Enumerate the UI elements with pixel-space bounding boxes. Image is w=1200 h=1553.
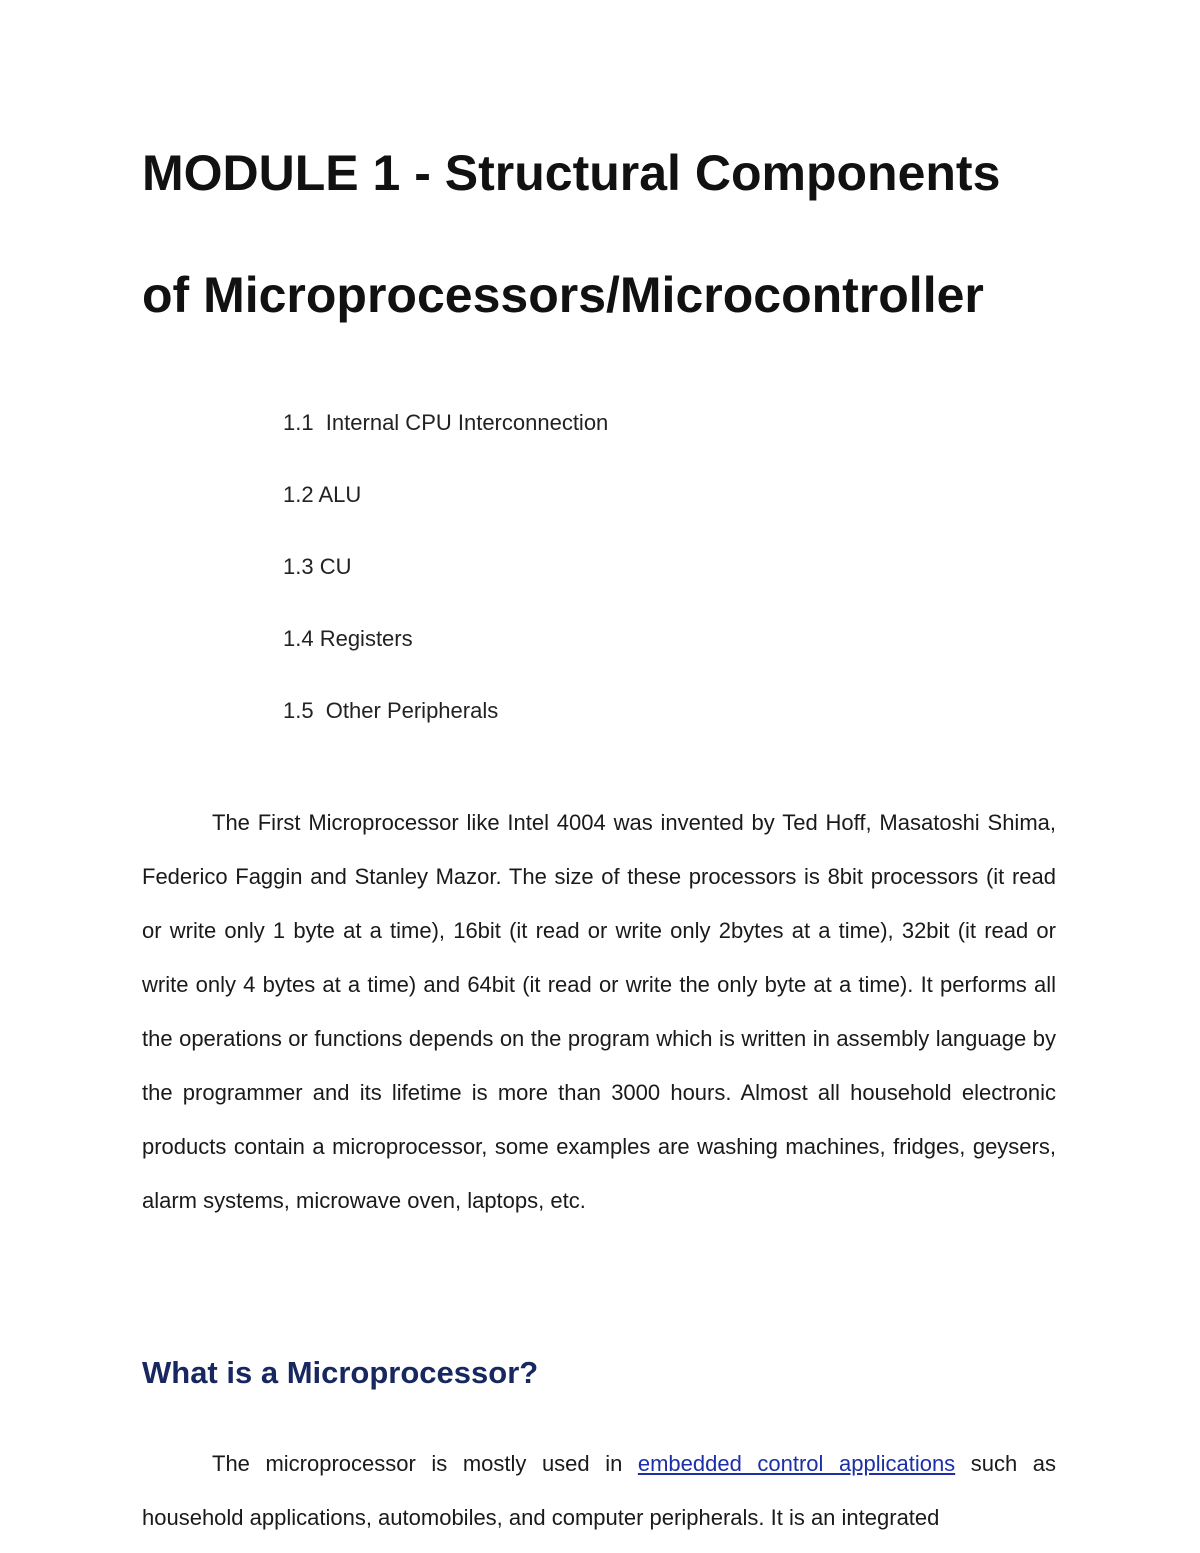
embedded-control-applications-link[interactable]: embedded control applications xyxy=(637,1451,956,1476)
paragraph-text-after-link: such as household applications, automobiles, and computer peripherals. It is an integrated xyxy=(142,1451,1056,1530)
toc-item-1-1: 1.1 Internal CPU Interconnection xyxy=(283,410,609,435)
toc-item-1-4: 1.4 Registers xyxy=(283,626,413,651)
title-line-2: of Microprocessors/Microcontroller xyxy=(142,267,984,323)
intro-paragraph: The First Microprocessor like Intel 4004 was invented by Ted Hoff, Masatoshi Shima, Federico Faggin and Stanley Mazor. The size of these processors is 8bit processors (it read or write only 1 byte at a time), 16bit (it read or write only 2bytes at a time), 32bit (it read or write only 4 bytes at a time) and 64bit (it read or write the only byte at a time). It performs all the operations or functions depends on the program which is written in assembly language by the programmer and its lifetime is more than 3000 hours. Almost all household electronic products contain a microprocessor, some examples are washing machines, fridges, geysers, alarm systems, microwave oven, laptops, etc. xyxy=(142,810,1056,1213)
page-title xyxy=(142,140,1082,384)
toc-item-1-2: 1.2 ALU xyxy=(283,482,362,507)
toc-item-1-5: 1.5 Other Peripherals xyxy=(283,698,499,723)
microprocessor-paragraph xyxy=(142,1437,1056,1545)
table-of-contents xyxy=(283,408,608,768)
toc-item-1-3: 1.3 CU xyxy=(283,554,352,579)
title-line-1: MODULE 1 - Structural Components xyxy=(142,145,1001,201)
paragraph-text-before-link: The microprocessor is mostly used in xyxy=(212,1451,638,1476)
section-heading-what-is-microprocessor: What is a Microprocessor? xyxy=(142,1355,539,1390)
